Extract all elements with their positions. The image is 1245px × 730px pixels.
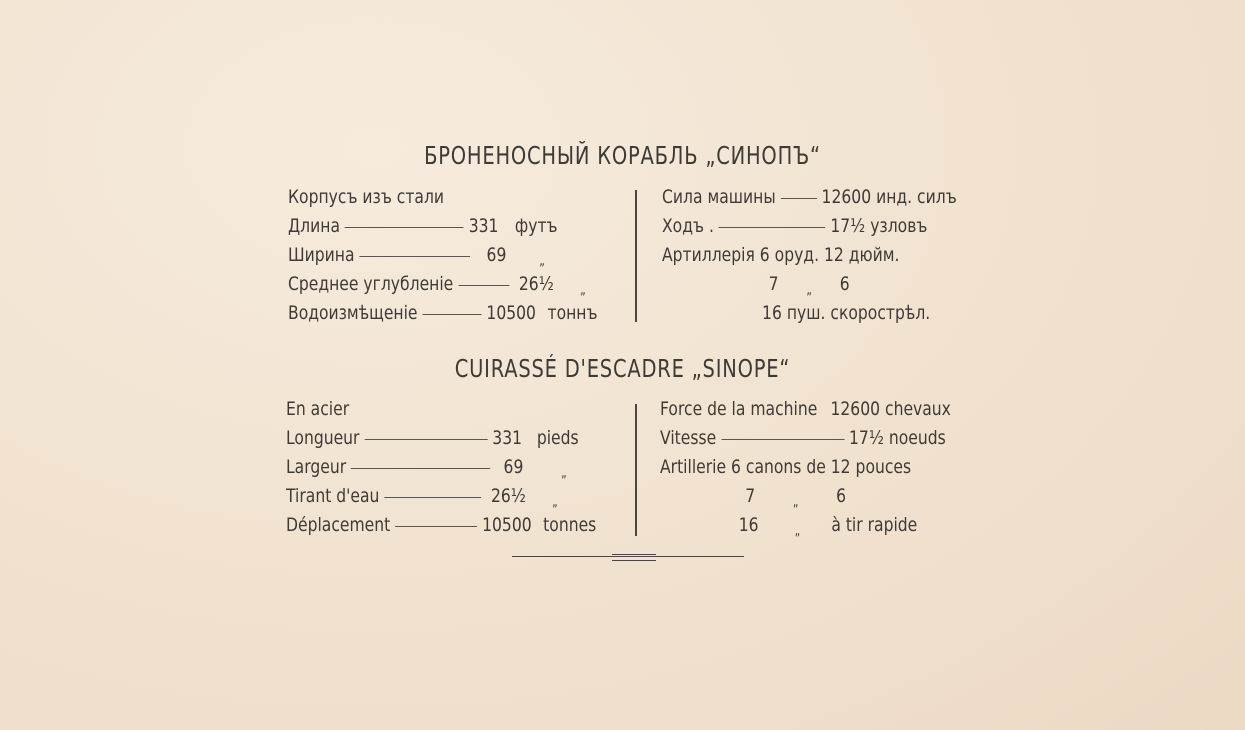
spec-value: 331	[492, 427, 523, 449]
leader-line	[345, 226, 464, 228]
leader-line	[351, 467, 490, 469]
spec-value: à tir rapide	[831, 514, 918, 536]
spec-line	[288, 215, 558, 244]
spec-value: 26½	[490, 485, 526, 507]
leader-line	[781, 197, 817, 199]
spec-value: 12600 chevaux	[830, 398, 951, 420]
spec-value: 12600 инд. силъ	[821, 186, 957, 208]
spec-label: Tirant d'eau	[286, 485, 380, 507]
spec-line	[660, 427, 946, 456]
spec-label: En acier	[286, 398, 350, 420]
spec-label: Longueur	[286, 427, 360, 449]
spec-label: Водоизмѣщеніе	[288, 302, 418, 324]
spec-line	[286, 456, 567, 485]
spec-line	[286, 398, 349, 427]
spec-unit: „	[580, 283, 586, 298]
spec-value: 7	[768, 273, 779, 295]
spec-line	[288, 273, 586, 302]
spec-label: Largeur	[286, 456, 347, 478]
spec-line	[286, 485, 558, 514]
spec-line	[288, 186, 444, 215]
spec-line	[286, 514, 596, 543]
spec-value: 69	[486, 244, 507, 266]
spec-line	[660, 485, 846, 514]
spec-label: Déplacement	[286, 514, 391, 536]
spec-unit: „	[552, 495, 558, 510]
spec-line	[286, 427, 579, 456]
spec-label: Artillerie 6 canons de 12 pouces	[660, 456, 912, 478]
spec-label: Force de la machine	[660, 398, 818, 420]
spec-line	[662, 273, 850, 302]
leader-line	[422, 313, 481, 315]
spec-value: 6	[836, 485, 847, 507]
spec-value: 16	[738, 514, 759, 536]
spec-label: Ходъ .	[662, 215, 714, 237]
spec-unit: тоннъ	[547, 302, 598, 324]
ditto-mark: „	[794, 524, 801, 539]
spec-label: Длина	[288, 215, 340, 237]
column-divider	[635, 404, 637, 536]
spec-unit: pieds	[536, 427, 579, 449]
leader-line	[458, 284, 509, 286]
spec-unit: „	[539, 254, 545, 269]
spec-value: 16 пуш. скорострѣл.	[762, 302, 931, 324]
column-divider	[635, 190, 637, 322]
leader-line	[384, 496, 481, 498]
spec-line	[662, 215, 927, 244]
spec-label: Корпусъ изъ стали	[288, 186, 445, 208]
spec-unit: tonnes	[543, 514, 597, 536]
spec-line	[660, 514, 917, 543]
leader-line	[719, 226, 826, 228]
leader-line	[364, 438, 487, 440]
leader-line	[395, 525, 477, 527]
spec-line	[662, 186, 957, 215]
spec-value: 17½ noeuds	[849, 427, 946, 449]
spec-line	[662, 302, 930, 331]
spec-value: 10500	[486, 302, 536, 324]
french-title: CUIRASSÉ D'ESCADRE „SINOPE“	[454, 354, 791, 383]
spec-value: 331	[468, 215, 499, 237]
spec-value: 6	[839, 273, 850, 295]
spec-line	[660, 398, 951, 427]
spec-unit: футъ	[514, 215, 558, 237]
spec-value: 10500	[482, 514, 532, 536]
spec-value: 7	[745, 485, 756, 507]
spec-unit: „	[561, 466, 567, 481]
spec-line	[288, 244, 545, 273]
spec-value: 17½ узловъ	[830, 215, 928, 237]
spec-line	[660, 456, 911, 485]
spec-label: Ширина	[288, 244, 355, 266]
spec-label: Среднее углубленіе	[288, 273, 454, 295]
ditto-mark: „	[806, 283, 812, 298]
leader-line	[359, 255, 470, 257]
spec-line	[288, 302, 597, 331]
ornamental-rule	[512, 554, 744, 559]
spec-line	[662, 244, 899, 273]
ditto-mark: „	[792, 495, 799, 510]
spec-value: 26½	[518, 273, 554, 295]
spec-label: Артиллерія 6 оруд. 12 дюйм.	[662, 244, 900, 266]
spec-label: Сила машины	[662, 186, 776, 208]
spec-label: Vitesse	[660, 427, 717, 449]
spec-value: 69	[503, 456, 524, 478]
russian-title: БРОНЕНОСНЫЙ КОРАБЛЬ „СИНОПЪ“	[424, 141, 821, 170]
leader-line	[721, 438, 844, 440]
